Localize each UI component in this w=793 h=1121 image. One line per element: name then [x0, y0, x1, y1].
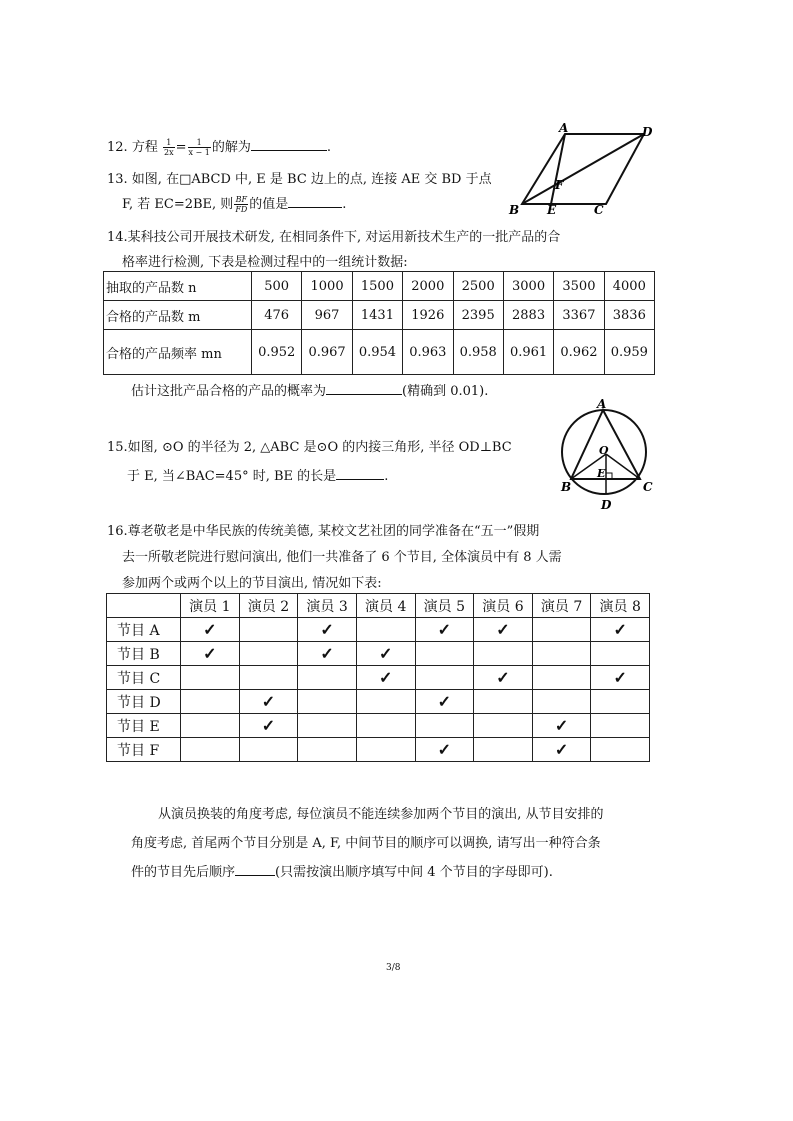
n-cell: 2000 — [403, 272, 453, 301]
label-d: D — [642, 125, 653, 139]
q13-frac-denominator: FD — [235, 205, 248, 214]
q16-line-2: 去一所敬老院进行慰问演出, 他们一共准备了 6 个节目, 全体演员中有 8 人需 — [122, 550, 562, 565]
actor-header: 演员 8 — [591, 594, 650, 618]
participation-cell — [298, 738, 357, 762]
participation-cell — [532, 738, 591, 762]
label-b: B — [509, 203, 520, 214]
m-cell: 2395 — [453, 301, 503, 330]
m-cell: 967 — [302, 301, 352, 330]
segment-oc — [606, 454, 640, 479]
row-label-m: 合格的产品数 m — [104, 301, 252, 330]
program-row — [107, 642, 650, 666]
freq-cell: 0.959 — [604, 330, 654, 375]
label-e: E — [597, 467, 606, 480]
check-mark-icon: ✓ — [320, 644, 334, 663]
participation-cell — [239, 714, 298, 738]
participation-cell — [239, 666, 298, 690]
check-mark-icon: ✓ — [261, 692, 276, 711]
participation-cell — [239, 618, 298, 642]
participation-cell — [356, 618, 415, 642]
freq-cell: 0.952 — [252, 330, 302, 375]
m-cell: 1926 — [403, 301, 453, 330]
check-mark-icon: ✓ — [378, 644, 393, 663]
check-mark-icon: ✓ — [320, 620, 334, 639]
participation-cell — [298, 690, 357, 714]
q12-suffix: 的解为 — [211, 140, 251, 155]
q13-line-2 — [122, 193, 346, 214]
row-label-frequency: 合格的产品频率 mn — [104, 330, 252, 375]
participation-cell — [356, 738, 415, 762]
corner-cell — [107, 594, 181, 618]
program-label: 节目 F — [107, 738, 181, 762]
n-cell: 1500 — [352, 272, 402, 301]
label-c: C — [643, 480, 653, 494]
participation-cell — [532, 714, 591, 738]
q16-answer-blank[interactable] — [235, 863, 275, 876]
actor-header: 演员 7 — [532, 594, 591, 618]
participation-cell — [298, 618, 357, 642]
m-cell: 476 — [252, 301, 302, 330]
check-mark-icon: ✓ — [613, 620, 627, 639]
participation-cell — [181, 666, 240, 690]
program-actor-table — [106, 593, 650, 762]
check-mark-icon: ✓ — [437, 692, 452, 711]
row-sample-count — [104, 272, 655, 301]
q12-fraction-2 — [188, 138, 211, 157]
q16-paragraph-2: 角度考虑, 首尾两个节目分别是 A, F, 中间节目的顺序可以调换, 请写出一种符合条 — [131, 836, 601, 851]
actor-header: 演员 6 — [474, 594, 533, 618]
label-b: B — [561, 480, 572, 494]
check-mark-icon: ✓ — [496, 668, 510, 687]
program-label: 节目 A — [107, 618, 181, 642]
program-row — [107, 690, 650, 714]
q14-conclusion — [131, 380, 488, 399]
program-row — [107, 714, 650, 738]
program-label: 节目 D — [107, 690, 181, 714]
participation-cell — [298, 666, 357, 690]
q14-line-1: 14.某科技公司开展技术研发, 在相同条件下, 对运用新技术生产的一批产品的合 — [107, 230, 561, 245]
m-cell: 3367 — [554, 301, 604, 330]
check-mark-icon: ✓ — [203, 644, 217, 663]
participation-cell — [181, 690, 240, 714]
q14-conclusion-suffix: (精确到 0.01). — [402, 384, 489, 399]
freq-cell: 0.954 — [352, 330, 402, 375]
circle-triangle-figure — [557, 396, 657, 512]
n-cell: 3500 — [554, 272, 604, 301]
m-cell: 3836 — [604, 301, 654, 330]
q13-line-2-prefix: F, 若 EC=2BE, 则 — [122, 197, 234, 212]
q12-frac2-denominator: x − 1 — [188, 148, 210, 157]
q16-paragraph-3 — [131, 861, 553, 880]
participation-cell — [356, 642, 415, 666]
q12-frac1-numerator: 1 — [163, 138, 175, 148]
label-d: D — [601, 498, 612, 512]
participation-cell — [356, 690, 415, 714]
statistics-table — [103, 271, 655, 375]
q12-frac1-denominator: 2x — [163, 148, 174, 157]
q14-conclusion-prefix: 估计这批产品合格的产品的概率为 — [131, 384, 327, 399]
q12-prefix: 方程 — [131, 140, 158, 155]
participation-cell — [532, 618, 591, 642]
participation-cell — [474, 738, 533, 762]
check-mark-icon: ✓ — [203, 620, 217, 639]
check-mark-icon: ✓ — [378, 668, 393, 687]
participation-cell — [591, 666, 650, 690]
participation-cell — [415, 690, 474, 714]
row-frequency — [104, 330, 655, 375]
q15-line-2-text: 于 E, 当∠BAC=45° 时, BE 的长是 — [127, 469, 337, 484]
participation-cell — [181, 714, 240, 738]
check-mark-icon: ✓ — [554, 716, 569, 735]
table-header-row — [107, 594, 650, 618]
freq-cell: 0.961 — [503, 330, 553, 375]
participation-cell — [474, 690, 533, 714]
participation-cell — [474, 714, 533, 738]
n-cell: 4000 — [604, 272, 654, 301]
n-cell: 2500 — [453, 272, 503, 301]
participation-cell — [415, 714, 474, 738]
row-qualified-count — [104, 301, 655, 330]
program-row — [107, 666, 650, 690]
q15-line-2 — [127, 465, 388, 484]
label-f: F — [555, 178, 564, 192]
participation-cell — [591, 690, 650, 714]
q14-answer-blank[interactable] — [326, 382, 402, 395]
participation-cell — [298, 714, 357, 738]
actor-header: 演员 2 — [239, 594, 298, 618]
participation-cell — [239, 738, 298, 762]
check-mark-icon: ✓ — [496, 620, 510, 639]
participation-cell — [474, 642, 533, 666]
participation-cell — [532, 690, 591, 714]
label-c: C — [594, 203, 604, 214]
check-mark-icon: ✓ — [613, 668, 627, 687]
q15-period: . — [384, 469, 389, 484]
freq-cell: 0.963 — [403, 330, 453, 375]
check-mark-icon: ✓ — [554, 740, 569, 759]
participation-cell — [591, 642, 650, 666]
check-mark-icon: ✓ — [261, 716, 276, 735]
q12-answer-blank[interactable] — [251, 138, 327, 151]
participation-cell — [181, 642, 240, 666]
page-number: 3/8 — [386, 963, 401, 973]
program-row — [107, 618, 650, 642]
q16-line-3: 参加两个或两个以上的节目演出, 情况如下表: — [122, 576, 382, 591]
participation-cell — [239, 642, 298, 666]
q15-answer-blank[interactable] — [336, 467, 384, 480]
q16-paragraph-1: 从演员换装的角度考虑, 每位演员不能连续参加两个节目的演出, 从节目安排的 — [158, 807, 604, 822]
label-a: A — [559, 122, 569, 135]
check-mark-icon: ✓ — [437, 740, 452, 759]
participation-cell — [181, 618, 240, 642]
participation-cell — [298, 642, 357, 666]
q13-answer-blank[interactable] — [288, 195, 342, 208]
n-cell: 1000 — [302, 272, 352, 301]
participation-cell — [415, 618, 474, 642]
participation-cell — [415, 738, 474, 762]
n-cell: 3000 — [503, 272, 553, 301]
row-label-n: 抽取的产品数 n — [104, 272, 252, 301]
q13-period: . — [342, 197, 347, 212]
freq-cell: 0.967 — [302, 330, 352, 375]
q13-line-2-suffix: 的值是 — [249, 197, 289, 212]
m-cell: 1431 — [352, 301, 402, 330]
label-o: O — [599, 444, 609, 457]
program-label: 节目 B — [107, 642, 181, 666]
n-cell: 500 — [252, 272, 302, 301]
freq-cell: 0.962 — [554, 330, 604, 375]
participation-cell — [591, 714, 650, 738]
q12-equals: = — [175, 140, 187, 155]
participation-cell — [415, 642, 474, 666]
q13-fraction — [234, 195, 248, 214]
q15-line-1: 15.如图, ⊙O 的半径为 2, △ABC 是⊙O 的内接三角形, 半径 OD⊥BC — [107, 440, 512, 455]
participation-cell — [474, 666, 533, 690]
actor-header: 演员 5 — [415, 594, 474, 618]
q13-line-1: 13. 如图, 在□ABCD 中, E 是 BC 边上的点, 连接 AE 交 BD 于点 — [107, 172, 492, 187]
actor-header: 演员 1 — [181, 594, 240, 618]
label-a: A — [597, 397, 607, 411]
actor-header: 演员 3 — [298, 594, 357, 618]
participation-cell — [239, 690, 298, 714]
participation-cell — [532, 666, 591, 690]
q16-paragraph-3-prefix: 件的节目先后顺序 — [131, 865, 236, 880]
participation-cell — [415, 666, 474, 690]
parallelogram-figure — [508, 122, 658, 214]
q16-paragraph-3-suffix: (只需按演出顺序填写中间 4 个节目的字母即可). — [275, 865, 553, 880]
participation-cell — [591, 618, 650, 642]
participation-cell — [356, 666, 415, 690]
q12-period: . — [326, 140, 332, 155]
program-label: 节目 C — [107, 666, 181, 690]
participation-cell — [591, 738, 650, 762]
freq-cell: 0.958 — [453, 330, 503, 375]
q12-frac2-numerator: 1 — [188, 138, 211, 148]
participation-cell — [532, 642, 591, 666]
actor-header: 演员 4 — [356, 594, 415, 618]
q12-fraction-1 — [163, 138, 175, 157]
label-e: E — [547, 203, 557, 214]
q14-line-2: 格率进行检测, 下表是检测过程中的一组统计数据: — [122, 255, 408, 270]
m-cell: 2883 — [503, 301, 553, 330]
participation-cell — [181, 738, 240, 762]
program-row — [107, 738, 650, 762]
q16-line-1: 16.尊老敬老是中华民族的传统美德, 某校文艺社团的同学准备在“五一”假期 — [107, 524, 540, 539]
program-label: 节目 E — [107, 714, 181, 738]
check-mark-icon: ✓ — [437, 620, 452, 639]
participation-cell — [356, 714, 415, 738]
q13-frac-numerator: BF — [235, 195, 248, 204]
participation-cell — [474, 618, 533, 642]
question-12 — [107, 136, 331, 157]
q12-number: 12. — [107, 140, 128, 155]
